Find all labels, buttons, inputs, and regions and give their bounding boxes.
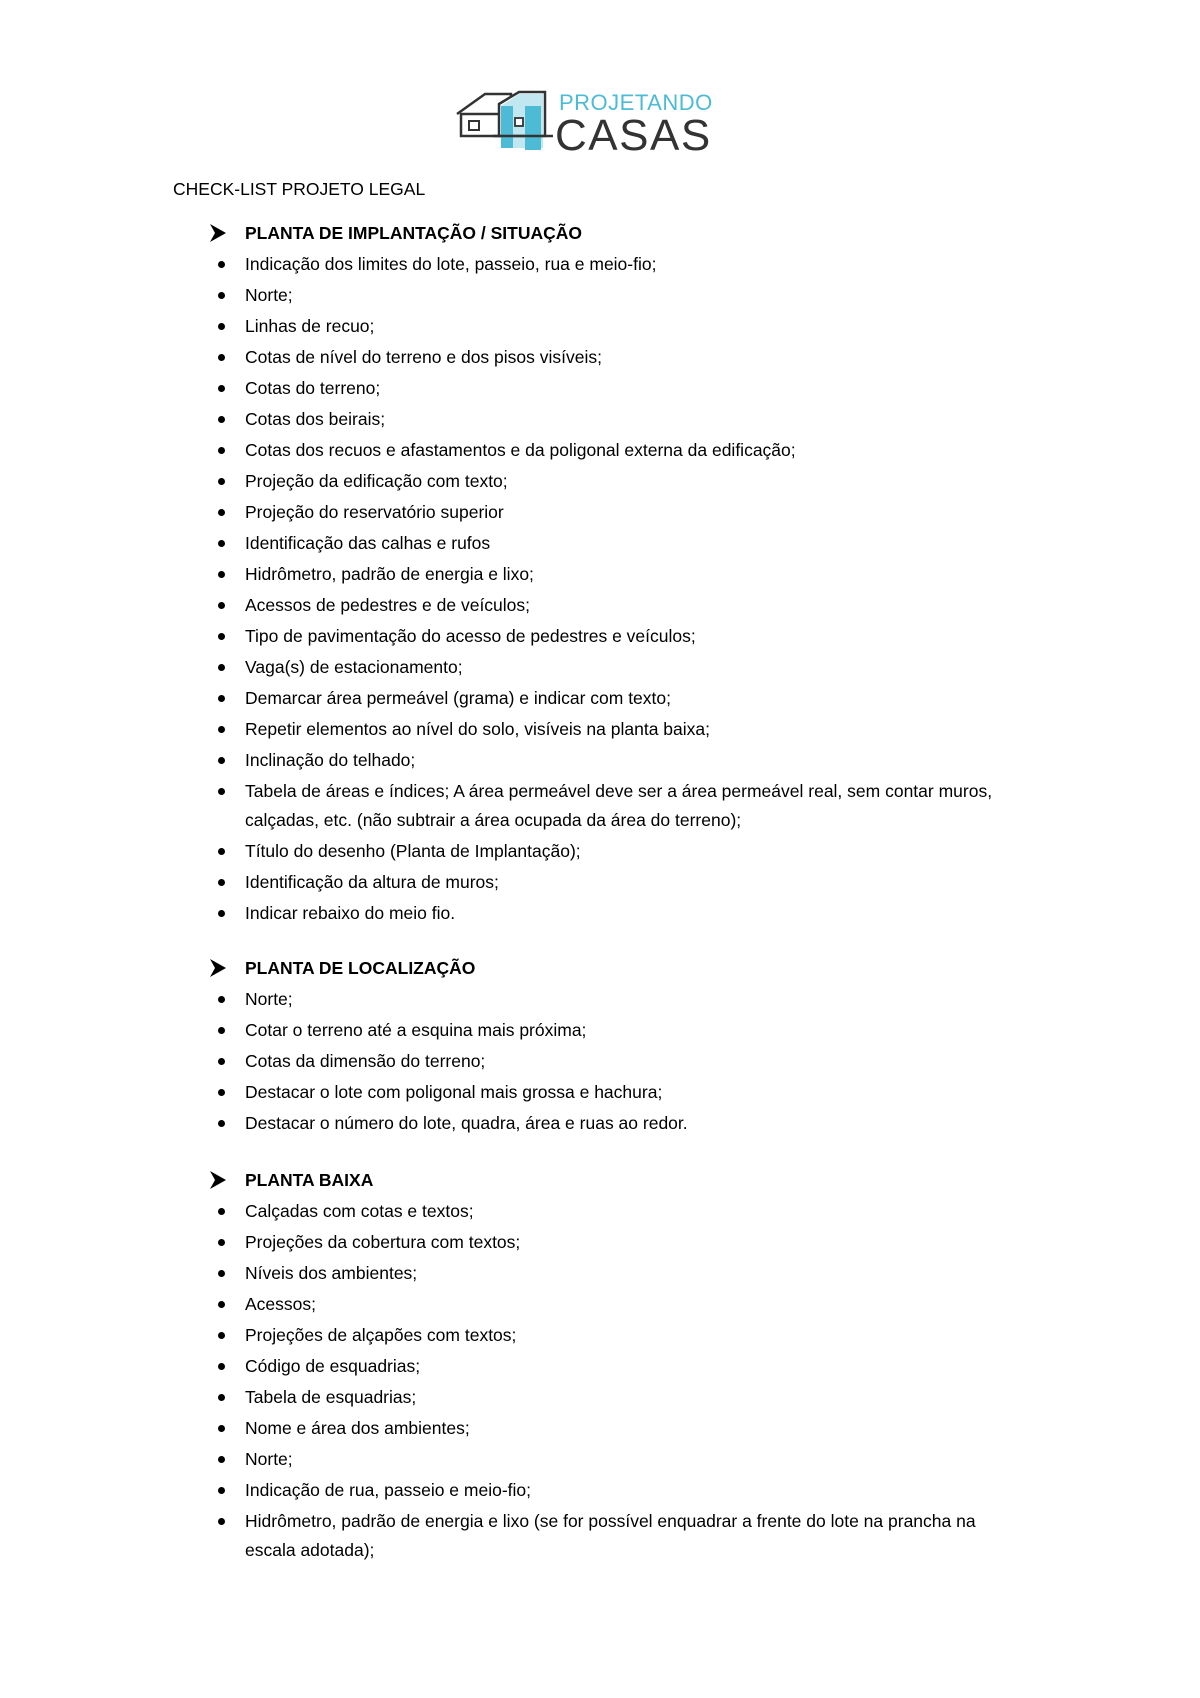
list-item: Calçadas com cotas e textos;	[0, 1196, 1200, 1227]
list-item: Cotas dos recuos e afastamentos e da poligonal externa da edificação;	[0, 435, 1200, 466]
list-item: Cotas do terreno;	[0, 373, 1200, 404]
list-item: Cotas dos beirais;	[0, 404, 1200, 435]
list-item: Demarcar área permeável (grama) e indicar com texto;	[0, 683, 1200, 714]
list-item: Projeções da cobertura com textos;	[0, 1227, 1200, 1258]
section-heading-label: PLANTA DE LOCALIZAÇÃO	[245, 958, 476, 978]
list-item: Repetir elementos ao nível do solo, visíveis na planta baixa;	[0, 714, 1200, 745]
list-item: Identificação da altura de muros;	[0, 867, 1200, 898]
section-localizacao	[0, 953, 1200, 1139]
checklist	[0, 249, 1200, 929]
projetando-casas-logo	[455, 88, 755, 163]
list-item: Linhas de recuo;	[0, 311, 1200, 342]
list-item: Código de esquadrias;	[0, 1351, 1200, 1382]
section-heading-label: PLANTA DE IMPLANTAÇÃO / SITUAÇÃO	[245, 223, 583, 243]
section-heading	[0, 218, 1200, 249]
house-logo-icon	[455, 88, 755, 163]
section-planta-baixa	[0, 1165, 1200, 1566]
list-item: Norte;	[0, 280, 1200, 311]
list-item: Inclinação do telhado;	[0, 745, 1200, 776]
section-heading	[0, 1165, 1200, 1196]
list-item: Destacar o número do lote, quadra, área e ruas ao redor.	[0, 1108, 1200, 1139]
list-item: Vaga(s) de estacionamento;	[0, 652, 1200, 683]
list-item: Título do desenho (Planta de Implantação);	[0, 836, 1200, 867]
list-item: Identificação das calhas e rufos	[0, 528, 1200, 559]
section-heading-label: PLANTA BAIXA	[245, 1170, 374, 1190]
list-item: Acessos;	[0, 1289, 1200, 1320]
list-item: Tabela de esquadrias;	[0, 1382, 1200, 1413]
list-item: Projeção da edificação com texto;	[0, 466, 1200, 497]
list-item: Cotar o terreno até a esquina mais próxima;	[0, 1015, 1200, 1046]
list-item: Níveis dos ambientes;	[0, 1258, 1200, 1289]
list-item: Hidrômetro, padrão de energia e lixo;	[0, 559, 1200, 590]
list-item: Cotas de nível do terreno e dos pisos visíveis;	[0, 342, 1200, 373]
checklist	[0, 984, 1200, 1139]
arrowhead-bullet-icon	[209, 223, 227, 243]
section-implantacao	[0, 218, 1200, 929]
list-item: Acessos de pedestres e de veículos;	[0, 590, 1200, 621]
section-heading	[0, 953, 1200, 984]
list-item: Nome e área dos ambientes;	[0, 1413, 1200, 1444]
arrowhead-bullet-icon	[209, 1170, 227, 1190]
list-item: Tipo de pavimentação do acesso de pedestres e veículos;	[0, 621, 1200, 652]
list-item: Cotas da dimensão do terreno;	[0, 1046, 1200, 1077]
list-item: Norte;	[0, 984, 1200, 1015]
logo-word-casas: CASAS	[555, 111, 712, 160]
list-item: Indicar rebaixo do meio fio.	[0, 898, 1200, 929]
list-item: Projeções de alçapões com textos;	[0, 1320, 1200, 1351]
arrowhead-bullet-icon	[209, 958, 227, 978]
list-item: Tabela de áreas e índices; A área permeável deve ser a área permeável real, sem contar muros, calçadas, etc. (não subtrair a área ocupada da área do terreno);	[0, 776, 1200, 836]
list-item: Projeção do reservatório superior	[0, 497, 1200, 528]
list-item: Norte;	[0, 1444, 1200, 1475]
list-item: Indicação dos limites do lote, passeio, rua e meio-fio;	[0, 249, 1200, 280]
document-title: CHECK-LIST PROJETO LEGAL	[173, 179, 426, 199]
list-item: Destacar o lote com poligonal mais grossa e hachura;	[0, 1077, 1200, 1108]
list-item: Hidrômetro, padrão de energia e lixo (se for possível enquadrar a frente do lote na prancha na escala adotada);	[0, 1506, 1200, 1566]
logo-word-projetando: PROJETANDO	[559, 90, 713, 115]
list-item: Indicação de rua, passeio e meio-fio;	[0, 1475, 1200, 1506]
checklist	[0, 1196, 1200, 1566]
